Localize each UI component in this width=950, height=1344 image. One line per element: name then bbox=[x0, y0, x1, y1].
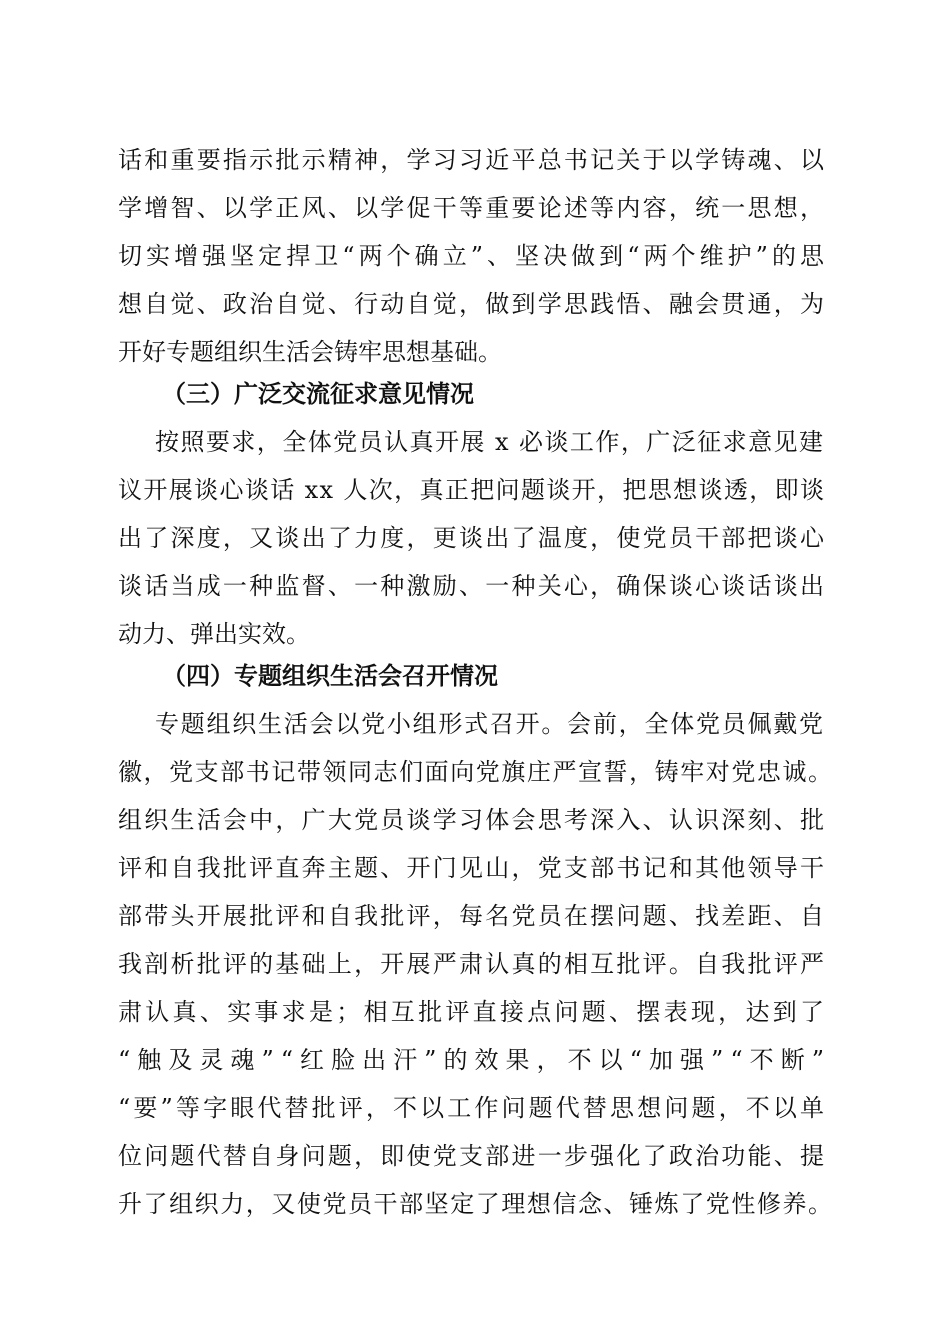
text-line: “触及灵魂”“红脸出汗”的效果，不以“加强”“不断” bbox=[118, 1046, 832, 1074]
text-line: 我剖析批评的基础上，开展严肃认真的相互批评。自我批评严 bbox=[118, 950, 827, 978]
text-line: 话和重要指示批示精神，学习习近平总书记关于以学铸魂、以 bbox=[118, 146, 827, 174]
section-heading-4: （四）专题组织生活会召开情况 bbox=[162, 661, 498, 690]
text-line: 开好专题组织生活会铸牢思想基础。 bbox=[118, 338, 502, 366]
text-line: 动力、弹出实效。 bbox=[118, 620, 310, 648]
text-line: 徽，党支部书记带领同志们面向党旗庄严宣誓，铸牢对党忠诚。 bbox=[118, 758, 834, 786]
text-line: 升了组织力，又使党员干部坚定了理想信念、锤炼了党性修养。 bbox=[118, 1190, 834, 1218]
text-line: 切实增强坚定捍卫“两个确立”、坚决做到“两个维护”的思 bbox=[118, 242, 829, 270]
text-line: 专题组织生活会以党小组形式召开。会前，全体党员佩戴党 bbox=[155, 710, 825, 738]
text-line: 想自觉、政治自觉、行动自觉，做到学思践悟、融会贯通，为 bbox=[118, 290, 827, 318]
text-line: 评和自我批评直奔主题、开门见山，党支部书记和其他领导干 bbox=[118, 854, 827, 882]
text-line: 谈话当成一种监督、一种激励、一种关心，确保谈心谈话谈出 bbox=[118, 572, 827, 600]
section-heading-3: （三）广泛交流征求意见情况 bbox=[162, 379, 474, 408]
text-line: 议开展谈心谈话 xx 人次，真正把问题谈开，把思想谈透，即谈 bbox=[118, 476, 826, 504]
text-line: 位问题代替自身问题，即使党支部进一步强化了政治功能、提 bbox=[118, 1142, 827, 1170]
text-line: 出了深度，又谈出了力度，更谈出了温度，使党员干部把谈心 bbox=[118, 524, 827, 552]
text-line: 组织生活会中，广大党员谈学习体会思考深入、认识深刻、批 bbox=[118, 806, 827, 834]
text-line: “要”等字眼代替批评，不以工作问题代替思想问题，不以单 bbox=[118, 1094, 828, 1122]
text-line: 肃认真、实事求是；相互批评直接点问题、摆表现，达到了 bbox=[118, 998, 828, 1026]
text-line: 部带头开展批评和自我批评，每名党员在摆问题、找差距、自 bbox=[118, 902, 827, 930]
text-line: 学增智、以学正风、以学促干等重要论述等内容，统一思想， bbox=[118, 194, 827, 222]
text-line: 按照要求，全体党员认真开展 x 必谈工作，广泛征求意见建 bbox=[155, 428, 825, 456]
